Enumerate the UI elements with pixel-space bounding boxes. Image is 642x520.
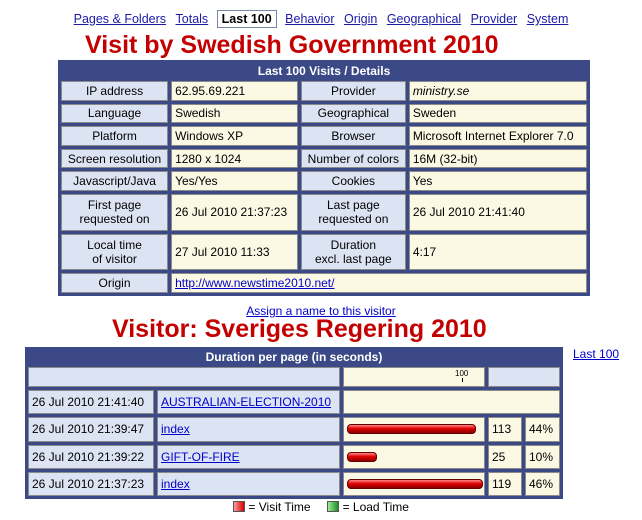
cookies-label: Cookies bbox=[301, 171, 406, 191]
row-page-link[interactable]: AUSTRALIAN-ELECTION-2010 bbox=[161, 395, 332, 410]
nav-totals[interactable]: Totals bbox=[175, 12, 209, 26]
row-page bbox=[157, 472, 340, 496]
nav-provider[interactable]: Provider bbox=[470, 12, 518, 26]
local-time-value: 27 Jul 2010 11:33 bbox=[171, 234, 298, 271]
visit-time-bar bbox=[347, 424, 476, 434]
duration-label-line1: Duration bbox=[330, 237, 377, 252]
visit-time-bar bbox=[347, 479, 483, 489]
row-page bbox=[157, 390, 340, 414]
row-percent: 46% bbox=[525, 472, 560, 496]
first-page-value: 26 Jul 2010 21:37:23 bbox=[171, 194, 298, 231]
resolution-value: 1280 x 1024 bbox=[171, 149, 298, 169]
visit-time-swatch-icon bbox=[233, 501, 245, 512]
last-100-link[interactable]: Last 100 bbox=[573, 347, 620, 361]
browser-value: Microsoft Internet Explorer 7.0 bbox=[409, 126, 587, 146]
nav-system[interactable]: System bbox=[526, 12, 569, 26]
row-seconds: 119 bbox=[488, 472, 522, 496]
geographical-label: Geographical bbox=[301, 104, 406, 124]
load-time-swatch-icon bbox=[327, 501, 339, 512]
local-time-label-line2: of visitor bbox=[92, 251, 137, 266]
table-row bbox=[28, 417, 560, 441]
visitor-title: Visitor: Sveriges Regering 2010 bbox=[112, 315, 487, 343]
row-time: 26 Jul 2010 21:39:47 bbox=[28, 417, 154, 441]
origin-link[interactable]: http://www.newstime2010.net/ bbox=[175, 276, 335, 291]
duration-header: Duration per page (in seconds) bbox=[28, 350, 560, 364]
origin-value bbox=[171, 273, 587, 293]
table-row bbox=[28, 445, 560, 469]
visit-time-bar bbox=[347, 452, 377, 462]
nav-geographical[interactable]: Geographical bbox=[386, 12, 462, 26]
load-time-legend-label: = Load Time bbox=[342, 500, 409, 514]
javascript-value: Yes/Yes bbox=[171, 171, 298, 191]
details-header: Last 100 Visits / Details bbox=[61, 63, 587, 78]
duration-value: 4:17 bbox=[409, 234, 587, 271]
platform-label: Platform bbox=[61, 126, 168, 146]
scale-label: 100 bbox=[455, 369, 469, 378]
provider-value: ministry.se bbox=[409, 81, 587, 101]
ip-value: 62.95.69.221 bbox=[171, 81, 298, 101]
row-time: 26 Jul 2010 21:39:22 bbox=[28, 445, 154, 469]
javascript-label: Javascript/Java bbox=[61, 171, 168, 191]
duration-label-line2: excl. last page bbox=[314, 251, 392, 266]
last-page-label-line2: requested on bbox=[318, 212, 389, 227]
cookies-value: Yes bbox=[409, 171, 587, 191]
language-value: Swedish bbox=[171, 104, 298, 124]
local-time-label bbox=[61, 234, 168, 271]
nav-last-100-active[interactable]: Last 100 bbox=[217, 10, 277, 28]
duration-label bbox=[301, 234, 406, 271]
table-row bbox=[28, 390, 560, 414]
row-no-duration bbox=[343, 390, 560, 414]
row-time: 26 Jul 2010 21:41:40 bbox=[28, 390, 154, 414]
row-time: 26 Jul 2010 21:37:23 bbox=[28, 472, 154, 496]
top-navigation bbox=[0, 10, 642, 28]
geographical-value: Sweden bbox=[409, 104, 587, 124]
row-seconds: 113 bbox=[488, 417, 522, 441]
language-label: Language bbox=[61, 104, 168, 124]
nav-pages-folders[interactable]: Pages & Folders bbox=[73, 12, 167, 26]
colors-label: Number of colors bbox=[301, 149, 406, 169]
last-100-link-wrap bbox=[573, 347, 619, 361]
scale-blank bbox=[28, 367, 340, 387]
nav-behavior[interactable]: Behavior bbox=[285, 12, 335, 26]
row-page-link[interactable]: index bbox=[161, 422, 190, 437]
row-bar-cell bbox=[343, 472, 485, 496]
last-page-value: 26 Jul 2010 21:41:40 bbox=[409, 194, 587, 231]
row-page-link[interactable]: GIFT-OF-FIRE bbox=[161, 449, 240, 464]
local-time-label-line1: Local time bbox=[87, 237, 142, 252]
visit-time-legend-label: = Visit Time bbox=[248, 500, 311, 514]
last-page-label-line1: Last page bbox=[326, 198, 380, 213]
platform-value: Windows XP bbox=[171, 126, 298, 146]
table-row bbox=[28, 472, 560, 496]
scale-blank-right bbox=[488, 367, 560, 387]
origin-label: Origin bbox=[61, 273, 168, 293]
colors-value: 16M (32-bit) bbox=[409, 149, 587, 169]
legend bbox=[0, 500, 642, 514]
row-seconds: 25 bbox=[488, 445, 522, 469]
first-page-label-line2: requested on bbox=[79, 212, 150, 227]
row-percent: 10% bbox=[525, 445, 560, 469]
scale-tick bbox=[462, 378, 463, 382]
provider-label: Provider bbox=[301, 81, 406, 101]
row-bar-cell bbox=[343, 417, 485, 441]
resolution-label: Screen resolution bbox=[61, 149, 168, 169]
row-percent: 44% bbox=[525, 417, 560, 441]
nav-origin[interactable]: Origin bbox=[344, 12, 378, 26]
row-page-link[interactable]: index bbox=[161, 476, 190, 491]
last-page-label bbox=[301, 194, 406, 231]
browser-label: Browser bbox=[301, 126, 406, 146]
assign-name-link[interactable]: Assign a name to this visitor bbox=[246, 304, 396, 318]
first-page-label-line1: First page bbox=[87, 198, 142, 213]
duration-table bbox=[25, 347, 563, 499]
row-bar-cell bbox=[343, 445, 485, 469]
ip-label: IP address bbox=[61, 81, 168, 101]
first-page-label bbox=[61, 194, 168, 231]
page-title: Visit by Swedish Government 2010 bbox=[85, 31, 499, 59]
visit-details-table bbox=[58, 60, 590, 296]
row-page bbox=[157, 445, 340, 469]
scale-cell bbox=[343, 367, 485, 387]
row-page bbox=[157, 417, 340, 441]
